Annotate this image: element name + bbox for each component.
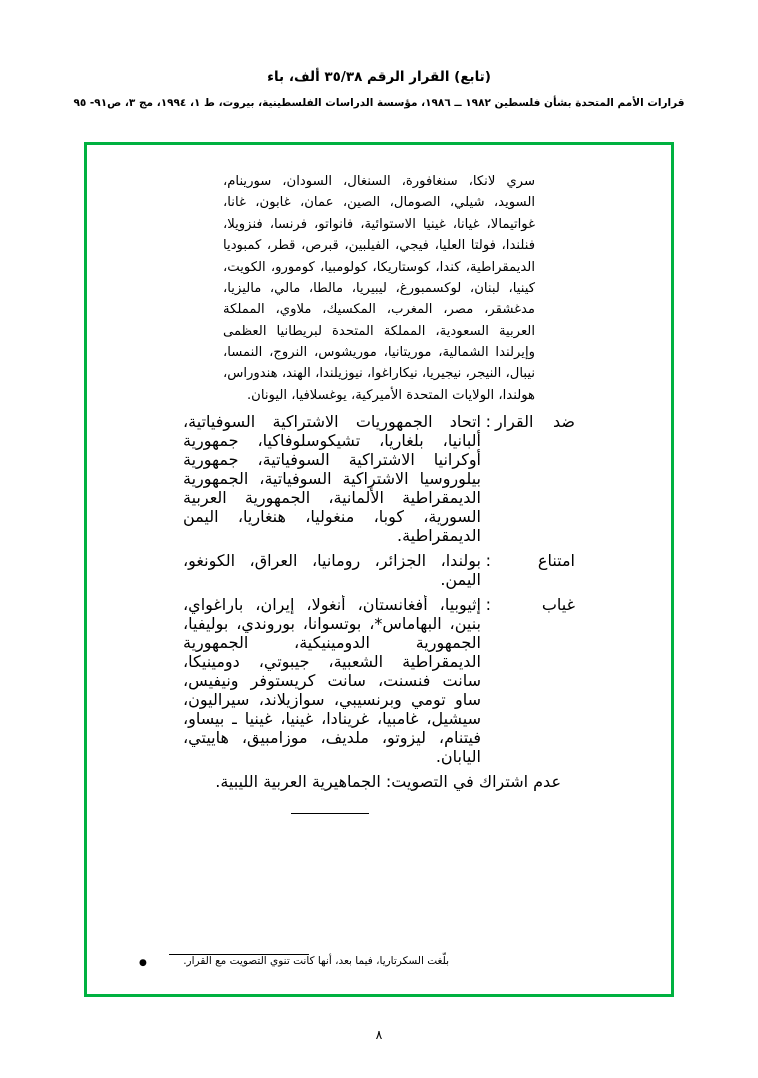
vote-against-label: ضد القرار [495, 412, 575, 432]
vote-abstained-text: بولندا، الجزائر، رومانيا، العراق، الكونغو، اليمن. [183, 551, 481, 590]
vote-abstained-row [183, 551, 575, 589]
page-source-line: قرارات الأمم المتحدة بشأن فلسطين ١٩٨٢ ــ ١٩٨٦، مؤسسة الدراسات الفلسطينية، بيروت، ط ١، ١٩٩٤، مج ٣، ص٩١- ٩٥ [73, 96, 685, 109]
footnote-bullet: ● [139, 957, 147, 968]
vote-absent-row [183, 595, 575, 766]
vote-absent-colon: : [485, 595, 491, 615]
vote-absent-text: إثيوبيا، أفغانستان، أنغولا، إيران، باراغواي، بنين، البهاماس*، بوتسوانا، بوروندي، بوليفيا، الجمهورية الدومينيكية، الجمهورية الديمقراطية الشعبية، جيبوتي، دومينيكا، سانت فنسنت، سانت كريستوفر ونيفيس، ساو تومي وبرنسيبي، سوازيلاند، سيراليون، سيشيل، غامبيا، غرينادا، غينيا، غينيا ـ بيساو، فيتنام، ليزوتو، ملديف، موزامبيق، هاييتي، اليابان. [183, 595, 481, 767]
page-header [0, 0, 758, 111]
countries-list-paragraph: سري لانكا، سنغافورة، السنغال، السودان، سورينام، السويد، شيلي، الصومال، الصين، عمان، غابون، غانا، غواتيمالا، غيانا، غينيا الاستوائية، فانواتو، فرنسا، فنزويلا، فنلندا، فولتا العليا، فيجي، الفيلبين، قبرص، قطر، كمبوديا الديمقراطية، كندا، كوستاريكا، كولومبيا، كومورو، الكويت، كينيا، لبنان، لوكسمبورغ، ليبيريا، مالطا، مالي، ماليزيا، مدغشقر، مصر، المغرب، المكسيك، ملاوي، المملكة العربية السعودية، المملكة المتحدة لبريطانيا العظمى وإيرلندا الشمالية، موريتانيا، موريشوس، النروج، النمسا، نيبال، النيجر، نيجيريا، نيكاراغوا، نيوزيلندا، الهند، هندوراس، هولندا، الولايات المتحدة الأميركية، يوغسلافيا، اليونان. [223, 174, 535, 403]
no-participation-line: عدم اشتراك في التصويت: الجماهيرية العربية الليبية. [215, 772, 561, 792]
vote-against-colon: : [485, 412, 491, 432]
vote-against-text: اتحاد الجمهوريات الاشتراكية السوفياتية، ألبانيا، بلغاريا، تشيكوسلوفاكيا، جمهورية أوكرانيا الاشتراكية السوفياتية، جمهورية بيلوروسيا الاشتراكية السوفياتية، الجمهورية الديمقراطية الألمانية، الجمهورية العربية السورية، كوبا، منغوليا، هنغاريا، اليمن الديمقراطية. [183, 412, 481, 546]
vote-absent-label: غياب [541, 595, 575, 615]
vote-abstained-label: امتناع [537, 551, 575, 571]
footnote-separator-rule [291, 813, 369, 814]
footnote-rule [169, 954, 309, 955]
footnote-text: بلّغت السكرتاريا، فيما بعد، أنها كانت تنوي التصويت مع القرار. [183, 954, 449, 967]
vote-against-row [183, 412, 575, 545]
footnote [139, 954, 619, 971]
page-title: (تابع) القرار الرقم ٣٥/٣٨ ألف، باء [267, 69, 491, 85]
content-frame [84, 142, 674, 997]
content-frame-inner [109, 171, 649, 984]
page-number: ٨ [375, 1027, 383, 1042]
vote-abstained-colon: : [485, 551, 491, 571]
